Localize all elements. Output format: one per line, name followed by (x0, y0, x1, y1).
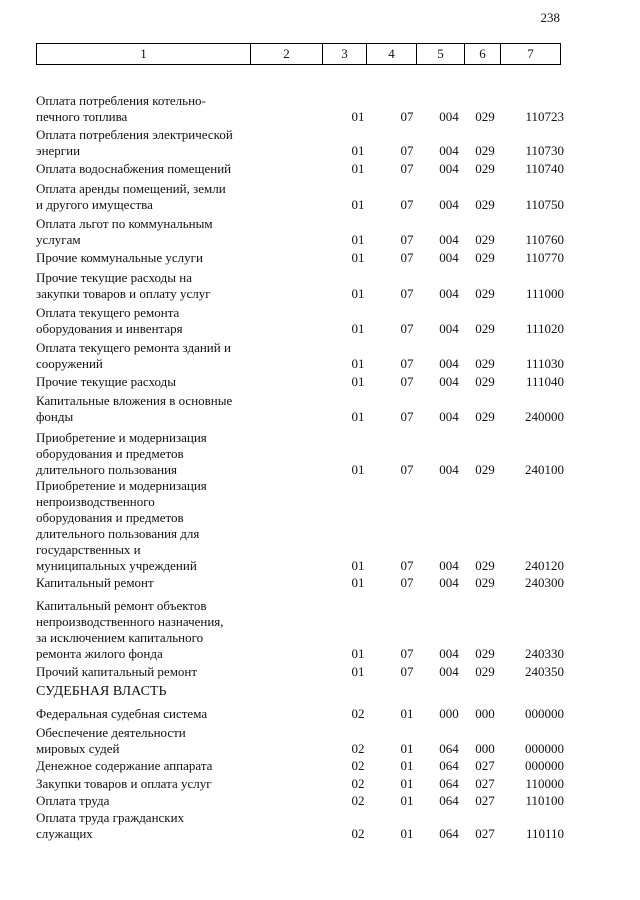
row-code-col3: 02 (351, 758, 365, 773)
row-name-line: служащих (36, 826, 93, 841)
row-name-line: оборудования и инвентаря (36, 321, 183, 336)
row-code-col7: 240350 (525, 664, 564, 679)
row-name-line: Капитальный ремонт (36, 575, 154, 590)
row-code-col4: 01 (400, 758, 414, 773)
row-code-col3: 02 (351, 776, 365, 791)
row-code-col5: 004 (439, 409, 459, 424)
row-code-col6: 027 (475, 776, 495, 791)
row-code-col4: 07 (400, 646, 414, 661)
row-code-col5: 004 (439, 646, 459, 661)
row-name (36, 706, 256, 722)
row-code-col4: 07 (400, 232, 414, 247)
row-code-col6: 029 (475, 197, 495, 212)
row-code-col3: 01 (351, 462, 365, 477)
row-code-col7: 110100 (525, 793, 564, 808)
row-code-col4: 07 (400, 374, 414, 389)
row-code-col7: 000000 (525, 758, 564, 773)
row-name-line: закупки товаров и оплату услуг (36, 286, 211, 301)
row-name (36, 810, 256, 842)
row-name-line: Капитальный ремонт объектов (36, 598, 207, 613)
row-code-col4: 07 (400, 356, 414, 371)
row-code-col5: 004 (439, 232, 459, 247)
row-code-col6: 029 (475, 374, 495, 389)
column-header-4: 4 (367, 44, 417, 65)
row-code-col6: 029 (475, 232, 495, 247)
row-code-col3: 01 (351, 321, 365, 336)
row-code-col5: 004 (439, 356, 459, 371)
row-code-col4: 07 (400, 109, 414, 124)
row-name-line: длительного пользования (36, 462, 178, 477)
row-name-line: Прочий капитальный ремонт (36, 664, 198, 679)
row-code-col5: 004 (439, 575, 459, 590)
row-name-line: мировых судей (36, 741, 120, 756)
row-code-col4: 07 (400, 197, 414, 212)
row-name-line: Оплата труда гражданских (36, 810, 185, 825)
row-name-line: государственных и (36, 542, 141, 557)
row-code-col3: 01 (351, 232, 365, 247)
row-code-col4: 07 (400, 575, 414, 590)
row-name (36, 793, 256, 809)
row-name-line: ремонта жилого фонда (36, 646, 163, 661)
row-code-col4: 07 (400, 409, 414, 424)
row-name-line: Оплата труда (36, 793, 110, 808)
row-code-col4: 07 (400, 143, 414, 158)
row-name-line: энергии (36, 143, 81, 158)
row-code-col3: 01 (351, 143, 365, 158)
row-code-col7: 111000 (525, 286, 564, 301)
row-code-col3: 01 (351, 558, 365, 573)
column-header-1: 1 (37, 44, 251, 65)
row-code-col6: 029 (475, 558, 495, 573)
row-name (36, 664, 256, 680)
row-code-col6: 029 (475, 462, 495, 477)
row-code-col7: 110000 (525, 776, 564, 791)
column-header-table (36, 43, 561, 65)
row-code-col5: 004 (439, 664, 459, 679)
column-header-row (37, 44, 561, 65)
row-code-col7: 240000 (525, 409, 564, 424)
row-name (36, 127, 256, 159)
row-name-line: Обеспечение деятельности (36, 725, 186, 740)
row-code-col6: 029 (475, 250, 495, 265)
row-code-col5: 004 (439, 250, 459, 265)
row-name-line: Оплата текущего ремонта зданий и (36, 340, 231, 355)
row-code-col6: 029 (475, 161, 495, 176)
row-name-line: муниципальных учреждений (36, 558, 197, 573)
row-name-line: Приобретение и модернизация (36, 430, 207, 445)
row-name-line: СУДЕБНАЯ ВЛАСТЬ (36, 684, 167, 699)
row-name (36, 181, 256, 213)
row-code-col5: 004 (439, 143, 459, 158)
row-name (36, 758, 256, 774)
row-code-col6: 000 (475, 741, 495, 756)
row-name-line: Денежное содержание аппарата (36, 758, 213, 773)
row-code-col4: 01 (400, 741, 414, 756)
row-name-line: оборудования и предметов (36, 510, 184, 525)
row-code-col7: 110730 (525, 143, 564, 158)
row-code-col7: 111020 (525, 321, 564, 336)
row-code-col4: 07 (400, 462, 414, 477)
row-code-col7: 111040 (525, 374, 564, 389)
row-name-line: непроизводственного назначения, (36, 614, 224, 629)
row-code-col6: 029 (475, 109, 495, 124)
row-code-col3: 01 (351, 161, 365, 176)
row-code-col5: 064 (439, 776, 459, 791)
row-code-col7: 110110 (525, 826, 564, 841)
row-code-col6: 029 (475, 286, 495, 301)
column-header-7: 7 (501, 44, 561, 65)
row-name (36, 393, 256, 425)
row-code-col3: 02 (351, 826, 365, 841)
row-code-col3: 02 (351, 741, 365, 756)
row-name (36, 161, 256, 177)
row-code-col7: 110723 (525, 109, 564, 124)
row-code-col3: 02 (351, 793, 365, 808)
row-name (36, 684, 256, 700)
row-code-col3: 01 (351, 356, 365, 371)
row-code-col5: 064 (439, 741, 459, 756)
row-name (36, 374, 256, 390)
row-code-col4: 01 (400, 776, 414, 791)
row-code-col6: 029 (475, 143, 495, 158)
row-code-col5: 004 (439, 286, 459, 301)
row-code-col4: 01 (400, 793, 414, 808)
row-code-col6: 027 (475, 793, 495, 808)
row-code-col3: 01 (351, 197, 365, 212)
row-code-col3: 01 (351, 575, 365, 590)
column-header-2: 2 (251, 44, 323, 65)
row-code-col7: 000000 (525, 741, 564, 756)
row-name-line: Приобретение и модернизация (36, 478, 207, 493)
row-code-col5: 004 (439, 161, 459, 176)
row-code-col6: 029 (475, 356, 495, 371)
row-name-line: услугам (36, 232, 81, 247)
row-code-col7: 110750 (525, 197, 564, 212)
row-code-col7: 110740 (525, 161, 564, 176)
row-code-col6: 027 (475, 826, 495, 841)
row-name-line: Оплата потребления электрической (36, 127, 233, 142)
row-code-col5: 004 (439, 109, 459, 124)
row-name (36, 340, 256, 372)
row-name-line: Оплата текущего ремонта (36, 305, 180, 320)
row-code-col7: 111030 (525, 356, 564, 371)
row-name (36, 575, 256, 591)
row-code-col3: 01 (351, 374, 365, 389)
row-code-col5: 004 (439, 197, 459, 212)
row-code-col5: 004 (439, 462, 459, 477)
row-code-col6: 027 (475, 758, 495, 773)
row-name (36, 305, 256, 337)
row-name (36, 270, 256, 302)
page-number: 238 (540, 10, 560, 25)
row-name-line: сооружений (36, 356, 103, 371)
row-name-line: Прочие текущие расходы (36, 374, 176, 389)
column-header-6: 6 (465, 44, 501, 65)
row-code-col4: 07 (400, 250, 414, 265)
row-code-col7: 110760 (525, 232, 564, 247)
row-name-line: Оплата потребления котельно- (36, 93, 206, 108)
row-name-line: Оплата водоснабжения помещений (36, 161, 232, 176)
row-code-col3: 01 (351, 250, 365, 265)
row-name-line: оборудования и предметов (36, 446, 184, 461)
row-name-line: Оплата аренды помещений, земли (36, 181, 226, 196)
row-code-col3: 02 (351, 706, 365, 721)
row-code-col5: 004 (439, 321, 459, 336)
row-code-col4: 07 (400, 664, 414, 679)
row-code-col5: 064 (439, 793, 459, 808)
row-code-col5: 004 (439, 374, 459, 389)
row-code-col3: 01 (351, 109, 365, 124)
row-name (36, 776, 256, 792)
row-code-col6: 029 (475, 664, 495, 679)
row-name (36, 598, 256, 662)
row-name-line: непроизводственного (36, 494, 155, 509)
row-name-line: Оплата льгот по коммунальным (36, 216, 213, 231)
row-code-col6: 029 (475, 575, 495, 590)
row-code-col3: 01 (351, 664, 365, 679)
row-name-line: Капитальные вложения в основные (36, 393, 233, 408)
row-name-line: Закупки товаров и оплата услуг (36, 776, 212, 791)
row-code-col7: 240330 (525, 646, 564, 661)
row-code-col6: 029 (475, 409, 495, 424)
row-code-col5: 064 (439, 758, 459, 773)
row-name-line: печного топлива (36, 109, 128, 124)
row-code-col7: 000000 (525, 706, 564, 721)
row-name-line: фонды (36, 409, 74, 424)
row-name-line: Федеральная судебная система (36, 706, 208, 721)
row-code-col7: 240120 (525, 558, 564, 573)
row-code-col7: 240300 (525, 575, 564, 590)
row-name (36, 725, 256, 757)
row-code-col6: 000 (475, 706, 495, 721)
row-code-col4: 07 (400, 286, 414, 301)
row-code-col7: 110770 (525, 250, 564, 265)
row-code-col3: 01 (351, 409, 365, 424)
row-code-col4: 01 (400, 826, 414, 841)
row-name (36, 93, 256, 125)
row-name (36, 430, 256, 478)
row-name (36, 478, 256, 574)
row-code-col4: 07 (400, 558, 414, 573)
row-code-col5: 004 (439, 558, 459, 573)
row-code-col7: 240100 (525, 462, 564, 477)
row-name (36, 216, 256, 248)
row-name (36, 250, 256, 266)
row-code-col5: 064 (439, 826, 459, 841)
row-code-col4: 07 (400, 161, 414, 176)
row-name-line: и другого имущества (36, 197, 153, 212)
row-code-col3: 01 (351, 646, 365, 661)
row-code-col4: 07 (400, 321, 414, 336)
row-name-line: за исключением капитального (36, 630, 204, 645)
row-name-line: Прочие коммунальные услуги (36, 250, 203, 265)
row-code-col3: 01 (351, 286, 365, 301)
row-code-col4: 01 (400, 706, 414, 721)
row-code-col5: 000 (439, 706, 459, 721)
row-code-col6: 029 (475, 646, 495, 661)
column-header-5: 5 (417, 44, 465, 65)
row-code-col6: 029 (475, 321, 495, 336)
row-name-line: Прочие текущие расходы на (36, 270, 192, 285)
column-header-3: 3 (323, 44, 367, 65)
row-name-line: длительного пользования для (36, 526, 200, 541)
